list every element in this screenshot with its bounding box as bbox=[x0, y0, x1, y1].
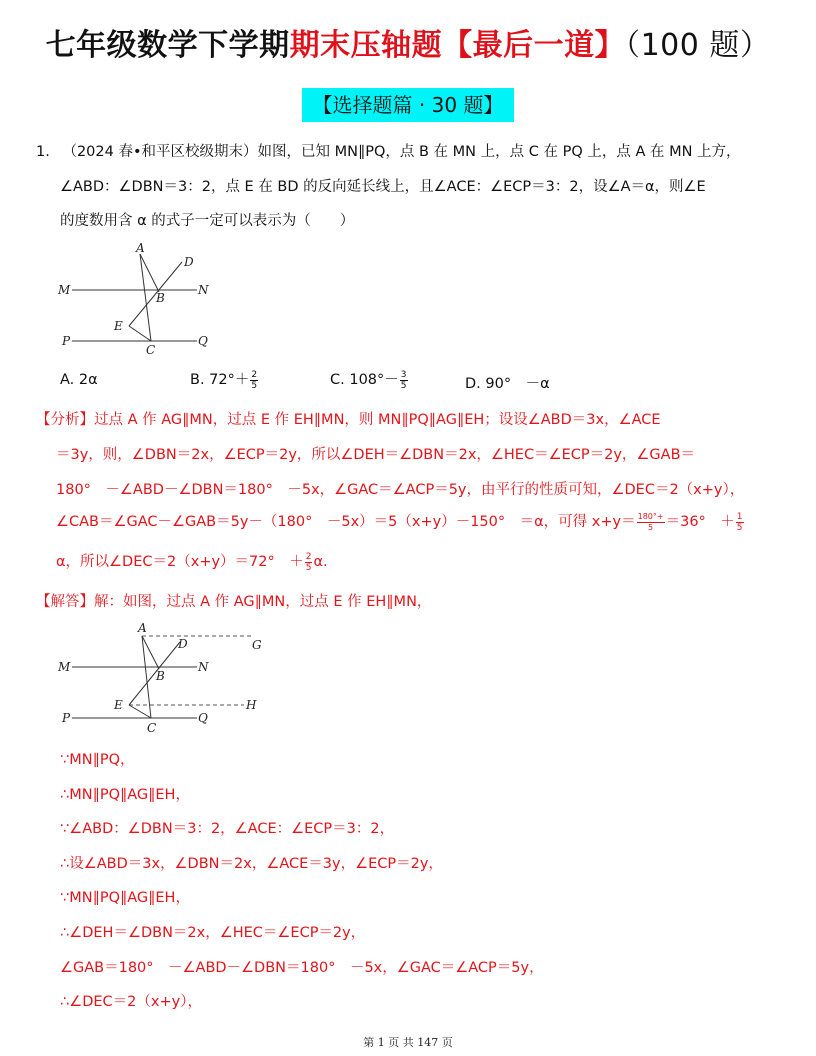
analysis-line-2: ＝3y，则，∠DBN＝2x，∠ECP＝2y，所以∠DEH＝∠DBN＝2x，∠HEC＝∠ECP＝2y，∠GAB＝ bbox=[56, 447, 696, 463]
analysis-tag: 【分析】 bbox=[36, 412, 94, 428]
fig2-label-q: Q bbox=[198, 711, 208, 725]
figure-2-geometry bbox=[52, 620, 272, 738]
segment-ec-2 bbox=[129, 705, 151, 718]
option-b-fraction: $\frac{2}{5}$ bbox=[251, 369, 258, 391]
segment-ac bbox=[140, 254, 151, 341]
solution-step-8: ∴∠DEC＝2（x+y）， bbox=[60, 994, 202, 1010]
analysis-line-5: α，所以∠DEC＝2（x+y）＝72° ＋ $\frac{2}{5}$ α. bbox=[56, 551, 328, 573]
document-title bbox=[0, 20, 816, 64]
fig1-label-c: C bbox=[146, 343, 156, 357]
solution-step-6: ∴∠DEH＝∠DBN＝2x，∠HEC＝∠ECP＝2y， bbox=[60, 925, 366, 941]
fig1-label-m: M bbox=[58, 283, 71, 297]
solution-step-7: ∠GAB＝180° －∠ABD－∠DBN＝180° －5x，∠GAC＝∠ACP＝5y， bbox=[60, 960, 544, 976]
fig1-label-e: E bbox=[114, 319, 123, 333]
question-source: （2024 春•和平区校级期末） bbox=[62, 144, 258, 160]
fig2-label-a: A bbox=[138, 621, 147, 635]
title-part-3: （100 题） bbox=[625, 28, 771, 63]
segment-ec bbox=[129, 326, 151, 341]
analysis-line-4: ∠CAB＝∠GAC－∠GAB＝5y－（180° －5x）＝5（x+y）－150° ＝α，可得 x+y＝ $\frac{180^\circ+}{5}$ ＝36° ＋ $\frac{1}{5}$ bbox=[56, 511, 743, 533]
question-line-2: ∠ABD：∠DBN＝3：2，点 E 在 BD 的反向延长线上，且∠ACE：∠ECP＝3：2，设∠A＝α，则∠E bbox=[60, 179, 706, 195]
option-c-fraction: $\frac{3}{5}$ bbox=[400, 369, 407, 391]
fig2-label-c: C bbox=[147, 721, 157, 735]
fig1-label-a: A bbox=[136, 241, 145, 255]
solution-step-3: ∵∠ABD：∠DBN＝3：2，∠ACE：∠ECP＝3：2， bbox=[60, 821, 395, 837]
figure-1-geometry bbox=[52, 240, 222, 360]
option-c[interactable] bbox=[330, 368, 409, 391]
solution-step-1: ∵MN∥PQ， bbox=[60, 752, 135, 768]
option-b[interactable] bbox=[190, 368, 259, 391]
solution-tag: 【解答】 bbox=[36, 594, 94, 610]
section-heading: 【选择题篇 · 30 题】 bbox=[302, 88, 514, 122]
fig2-label-e: E bbox=[114, 698, 123, 712]
title-part-1: 七年级数学下学期 bbox=[45, 28, 290, 63]
fig2-label-d: D bbox=[178, 637, 188, 651]
fig2-label-p: P bbox=[62, 711, 71, 725]
option-b-text: B. 72°＋ bbox=[190, 372, 250, 388]
option-d[interactable]: D. 90° －α bbox=[465, 376, 550, 392]
fig2-label-m: M bbox=[58, 660, 71, 674]
fig2-label-n: N bbox=[198, 660, 209, 674]
analysis-line-3: 180° －∠ABD－∠DBN＝180° －5x，∠GAC＝∠ACP＝5y，由平行的性质可知，∠DEC＝2（x+y）， bbox=[56, 482, 745, 498]
solution-step-5: ∵MN∥PQ∥AG∥EH， bbox=[60, 890, 190, 906]
fig1-label-b: B bbox=[156, 291, 165, 305]
fig1-label-p: P bbox=[62, 334, 71, 348]
question-text-1: 如图，已知 MN∥PQ，点 B 在 MN 上，点 C 在 PQ 上，点 A 在 MN 上方， bbox=[257, 144, 741, 160]
analysis-line-1: 【分析】过点 A 作 AG∥MN，过点 E 作 EH∥MN，则 MN∥PQ∥AG∥EH；设设∠ABD＝3x，∠ACE bbox=[36, 412, 661, 428]
fig2-label-b: B bbox=[156, 669, 165, 683]
question-number: 1. bbox=[36, 144, 50, 160]
segment-ab-2 bbox=[142, 636, 159, 669]
solution-line-1: 【解答】解：如图，过点 A 作 AG∥MN，过点 E 作 EH∥MN， bbox=[36, 594, 432, 610]
analysis-fraction-2: $\frac{1}{5}$ bbox=[736, 511, 743, 533]
fig1-label-q: Q bbox=[198, 334, 208, 348]
analysis-fraction-3: $\frac{2}{5}$ bbox=[305, 551, 312, 573]
page-footer: 第 1 页 共 147 页 bbox=[363, 1036, 453, 1049]
segment-ac-2 bbox=[142, 636, 151, 718]
analysis-fraction-1: $\frac{180^\circ+}{5}$ bbox=[637, 511, 664, 532]
fig2-label-g: G bbox=[252, 638, 262, 652]
question-line-1 bbox=[36, 142, 741, 162]
question-line-3: 的度数用含 α 的式子一定可以表示为（ ） bbox=[60, 213, 355, 229]
option-a[interactable]: A. 2α bbox=[60, 372, 98, 388]
option-c-text: C. 108°－ bbox=[330, 372, 399, 388]
solution-step-4: ∴设∠ABD＝3x，∠DBN＝2x，∠ACE＝3y，∠ECP＝2y， bbox=[60, 856, 443, 872]
fig1-label-d: D bbox=[184, 255, 194, 269]
title-part-2: 期末压轴题【最后一道】 bbox=[289, 28, 626, 63]
segment-de-2 bbox=[129, 642, 180, 705]
fig1-label-n: N bbox=[198, 283, 209, 297]
fig2-label-h: H bbox=[246, 698, 257, 712]
solution-step-2: ∴MN∥PQ∥AG∥EH， bbox=[60, 787, 190, 803]
